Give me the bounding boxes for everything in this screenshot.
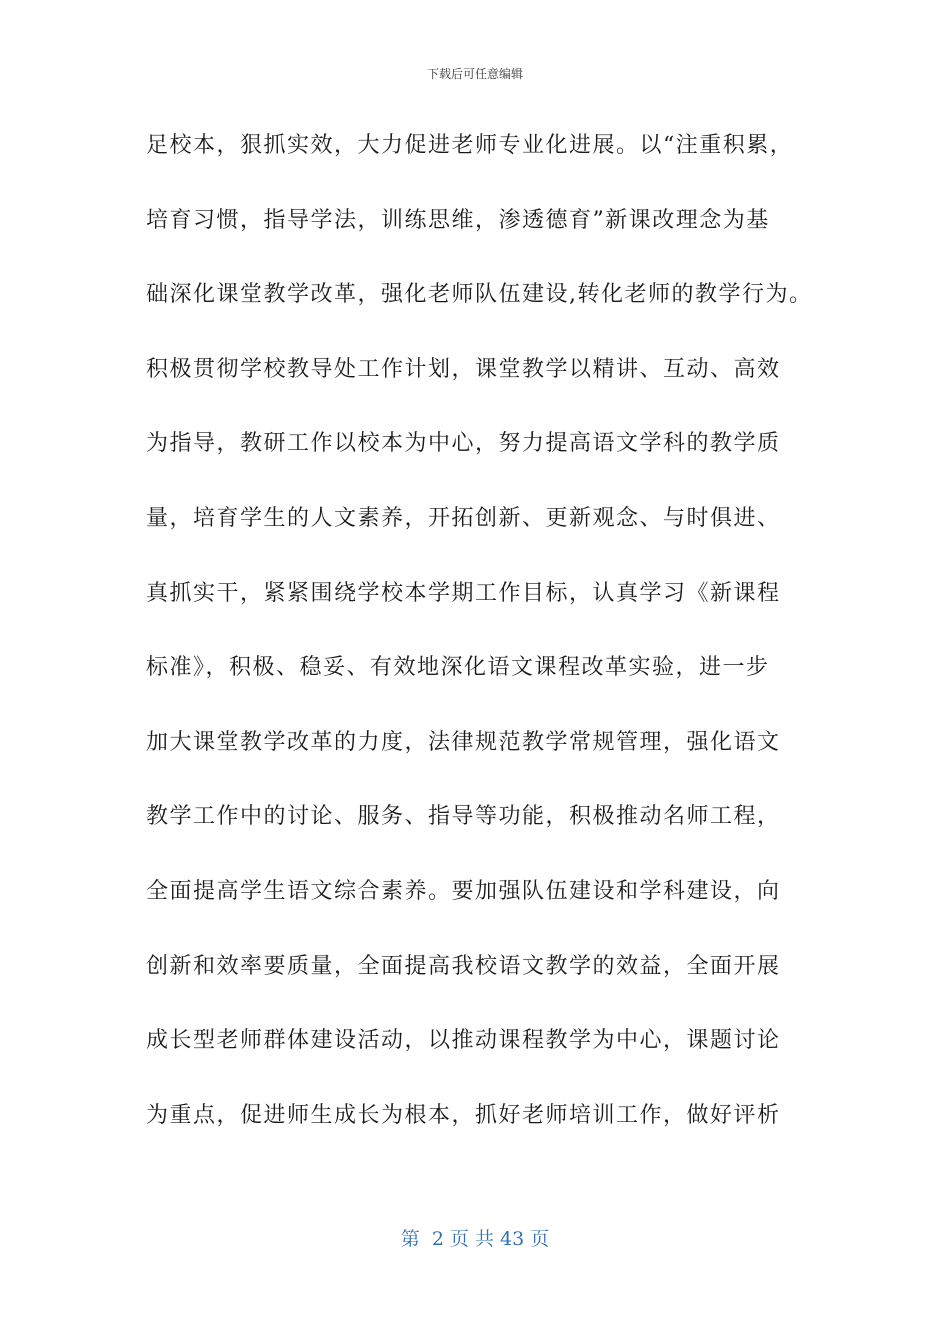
body-line: 足校本，狠抓实效，大力促进老师专业化进展。以“注重积累，	[146, 133, 794, 158]
document-body	[146, 128, 846, 1172]
body-line: 加大课堂教学改革的力度，法律规范教学常规管理，强化语文	[146, 729, 781, 755]
body-line: 教学工作中的讨论、服务、指导等功能，积极推动名师工程，	[146, 804, 781, 830]
body-line: 真抓实干，紧紧围绕学校本学期工作目标，认真学习《新课程	[146, 580, 781, 606]
body-line: 创新和效率要质量，全面提高我校语文教学的效益，全面开展	[146, 953, 781, 979]
body-line: 全面提高学生语文综合素养。要加强队伍建设和学科建设，向	[146, 878, 781, 904]
body-line: 标准》，积极、稳妥、有效地深化语文课程改革实验，进一步	[146, 655, 770, 681]
body-line: 础深化课堂教学改革，强化老师队伍建设,转化老师的教学行为。	[146, 282, 813, 308]
body-line: 为重点，促进师生成长为根本，抓好老师培训工作，做好评析	[146, 1102, 781, 1128]
body-line: 为指导，教研工作以校本为中心，努力提高语文学科的教学质	[146, 431, 781, 457]
body-line: 成长型老师群体建设活动，以推动课程教学为中心，课题讨论	[146, 1028, 781, 1054]
body-line: 培育习惯，指导学法，训练思维，渗透德育”新课改理念为基	[146, 207, 770, 233]
body-line: 量，培育学生的人文素养，开拓创新、更新观念、与时俱进、	[146, 505, 781, 531]
page-number-footer: 第 2 页 共 43 页	[400, 1228, 550, 1250]
page-header: 下载后可任意编辑	[426, 67, 523, 81]
body-line: 积极贯彻学校教导处工作计划，课堂教学以精讲、互动、高效	[146, 356, 781, 382]
